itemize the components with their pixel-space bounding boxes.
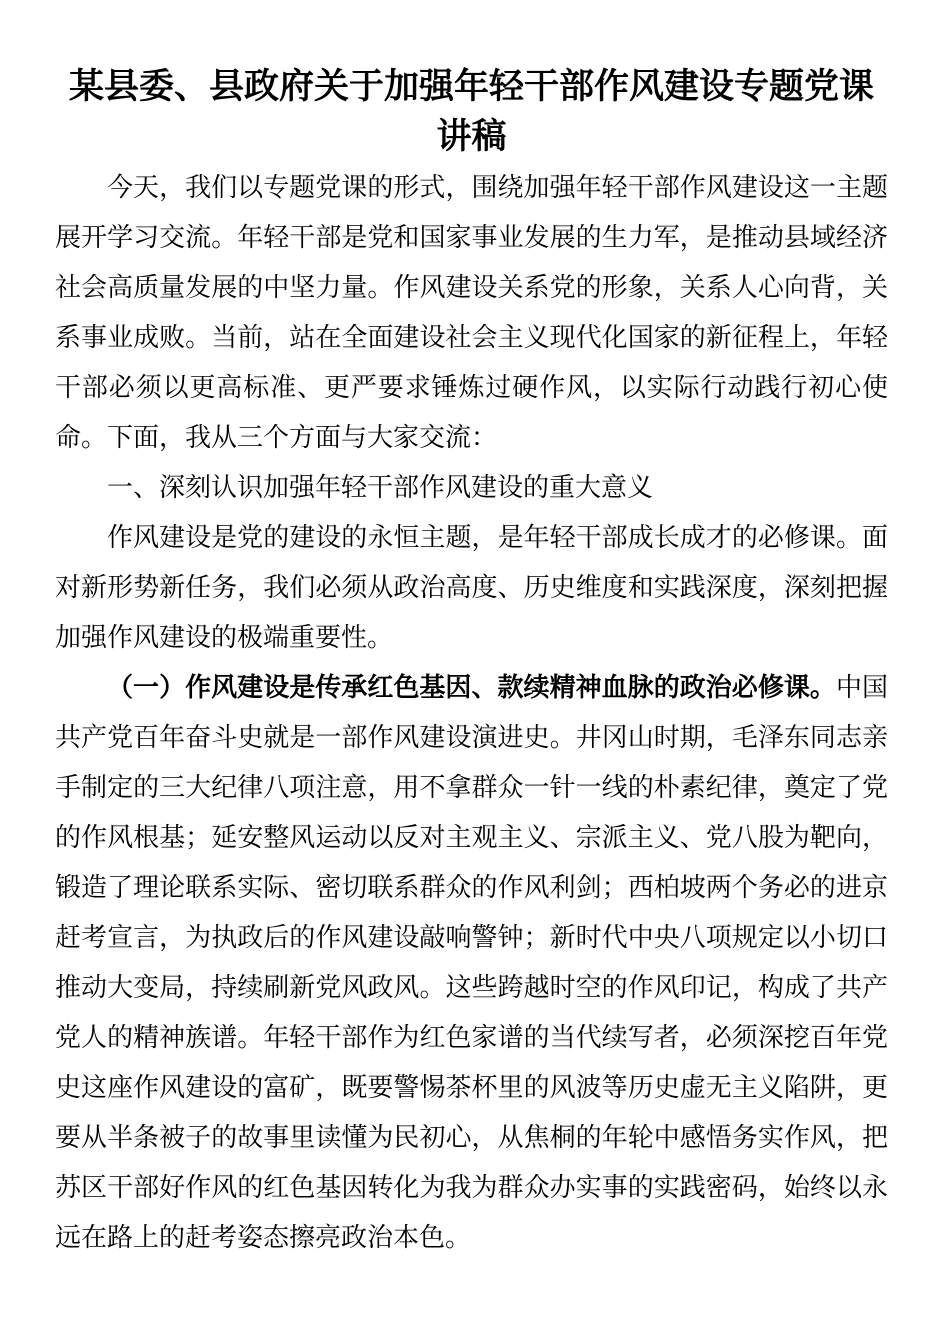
paragraph-intro-text: 今天，我们以专题党课的形式，围绕加强年轻干部作风建设这一主题展开学习交流。年轻干部是党和国家事业发展的生力军，是推动县域经济社会高质量发展的中坚力量。作风建设关系党的形象，关系人心向背，关系事业成败。当前，站在全面建设社会主义现代化国家的新征程上，年轻干部必须以更高标准、更严要求锤炼过硬作风，以实际行动践行初心使命。下面，我从三个方面与大家交流： xyxy=(55,172,888,452)
section-heading-1 xyxy=(55,462,888,512)
document-title: 某县委、县政府关于加强年轻干部作风建设专题党课讲稿 xyxy=(68,67,874,156)
section-heading-1-text: 一、深刻认识加强年轻干部作风建设的重大意义 xyxy=(107,472,654,502)
paragraph-significance-text: 作风建设是党的建设的永恒主题，是年轻干部成长成才的必修课。面对新形势新任务，我们必须从政治高度、历史维度和实践深度，深刻把握加强作风建设的极端重要性。 xyxy=(55,522,888,652)
paragraph-intro xyxy=(55,162,888,462)
subsection-1-body-text: 中国共产党百年奋斗史就是一部作风建设演进史。井冈山时期，毛泽东同志亲手制定的三大纪律八项注意，用不拿群众一针一线的朴素纪律，奠定了党的作风根基；延安整风运动以反对主观主义、宗派主义、党八股为靶向，锻造了理论联系实际、密切联系群众的作风利剑；西柏坡两个务必的进京赶考宣言，为执政后的作风建设敲响警钟；新时代中央八项规定以小切口推动大变局，持续刷新党风政风。这些跨越时空的作风印记，构成了共产党人的精神族谱。年轻干部作为红色家谱的当代续写者，必须深挖百年党史这座作风建设的富矿，既要警惕茶杯里的风波等历史虚无主义陷阱，更要从半条被子的故事里读懂为民初心，从焦桐的年轮中感悟务实作风，把苏区干部好作风的红色基因转化为我为群众办实事的实践密码，始终以永远在路上的赶考姿态擦亮政治本色。 xyxy=(55,672,888,1252)
paragraph-significance xyxy=(55,512,888,662)
paragraph-subsection-1 xyxy=(55,662,888,1262)
subsection-1-bold-lead: （一）作风建设是传承红色基因、款续精神血脉的政治必修课。 xyxy=(107,672,836,702)
